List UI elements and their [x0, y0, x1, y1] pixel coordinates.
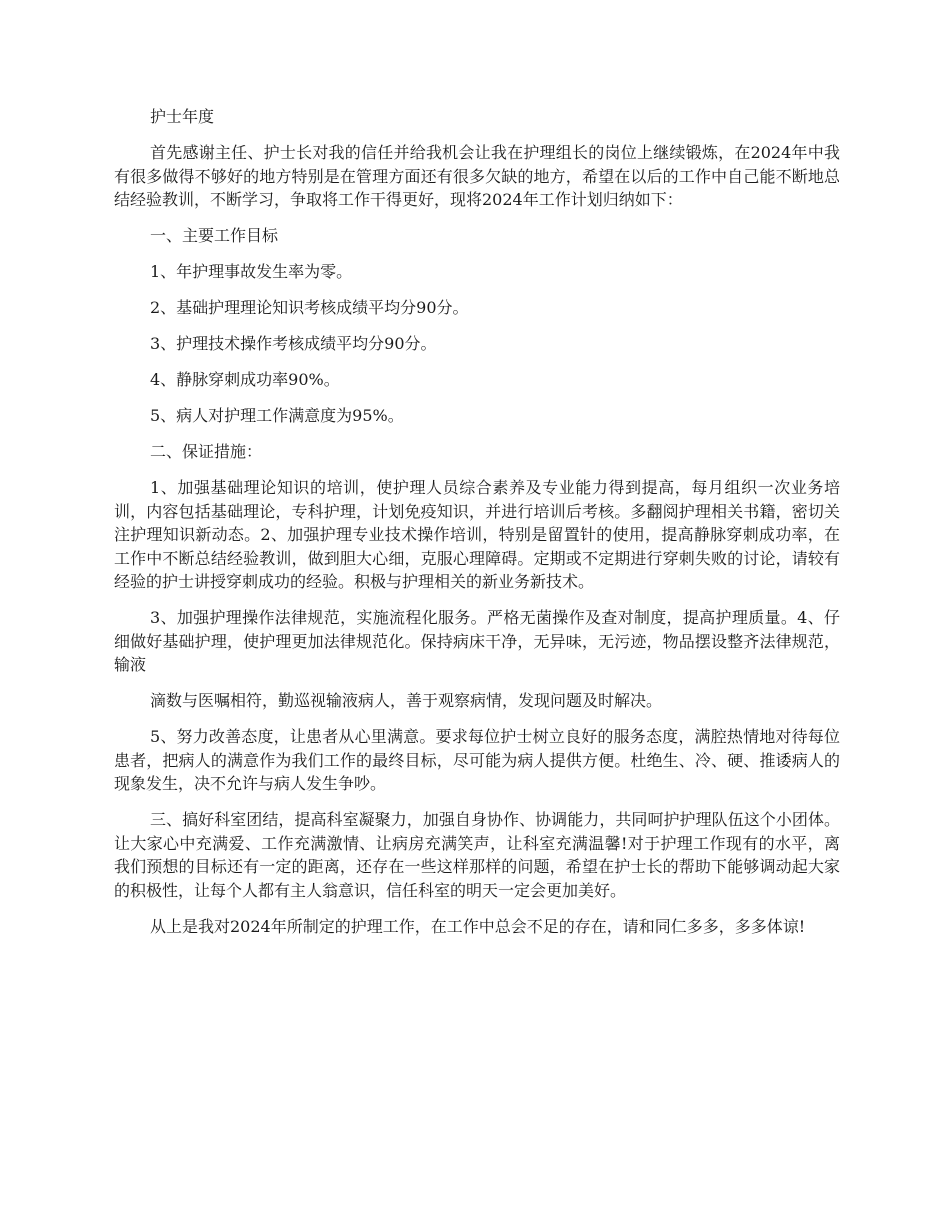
document-body	[114, 105, 840, 951]
goal-item: 5、病人对护理工作满意度为95%。	[150, 406, 404, 425]
goal-item: 4、静脉穿刺成功率90%。	[150, 370, 340, 389]
closing-paragraph: 从上是我对2024年所制定的护理工作，在工作中总会不足的存在，请和同仁多多，多多体谅!	[150, 916, 806, 936]
section-heading-goals: 一、主要工作目标	[150, 226, 279, 245]
measure-paragraph: 1、加强基础理论知识的培训，使护理人员综合素养及专业能力得到提高，每月组织一次业务培训，内容包括基础理论，专科护理，计划免疫知识，并进行培训后考核。多翻阅护理相关书籍，密切关注护理知识新动态。2、加强护理专业技术操作培训，特别是留置针的使用，提高静脉穿刺成功率，在工作中不断总结经验教训，做到胆大心细，克服心理障碍。定期或不定期进行穿刺失败的讨论，请较有经验的护士讲授穿刺成功的经验。积极与护理相关的新业务新技术。	[114, 478, 840, 591]
goal-item: 2、基础护理理论知识考核成绩平均分90分。	[150, 298, 469, 317]
goal-item: 3、护理技术操作考核成绩平均分90分。	[150, 334, 437, 353]
goal-item: 1、年护理事故发生率为零。	[150, 262, 353, 281]
measure-paragraph: 滴数与医嘱相符，勤巡视输液病人，善于观察病情，发现问题及时解决。	[150, 691, 663, 710]
measure-paragraph: 5、努力改善态度，让患者从心里满意。要求每位护士树立良好的服务态度，满腔热情地对待每位患者，把病人的满意作为我们工作的最终目标，尽可能为病人提供方便。杜绝生、冷、硬、推诿病人的现象发生，决不允许与病人发生争吵。	[114, 727, 840, 793]
document-title: 护士年度	[150, 107, 215, 126]
section-paragraph-teamwork: 三、搞好科室团结，提高科室凝聚力，加强自身协作、协调能力，共同呵护护理队伍这个小团体。让大家心中充满爱、工作充满激情、让病房充满笑声，让科室充满温馨!对于护理工作现有的水平，离我们预想的目标还有一定的距离，还存在一些这样那样的问题，希望在护士长的帮助下能够调动起大家的积极性，让每个人都有主人翁意识，信任科室的明天一定会更加美好。	[114, 810, 840, 900]
measure-paragraph: 3、加强护理操作法律规范，实施流程化服务。严格无菌操作及查对制度，提高护理质量。4、仔细做好基础护理，使护理更加法律规范化。保持病床干净，无异味，无污迹，物品摆设整齐法律规范，输液	[114, 608, 840, 674]
section-heading-measures: 二、保证措施：	[150, 442, 263, 461]
intro-paragraph: 首先感谢主任、护士长对我的信任并给我机会让我在护理组长的岗位上继续锻炼，在2024年中我有很多做得不够好的地方特别是在管理方面还有很多欠缺的地方，希望在以后的工作中自己能不断地总结经验教训，不断学习，争取将工作干得更好，现将2024年工作计划归纳如下：	[114, 143, 840, 209]
